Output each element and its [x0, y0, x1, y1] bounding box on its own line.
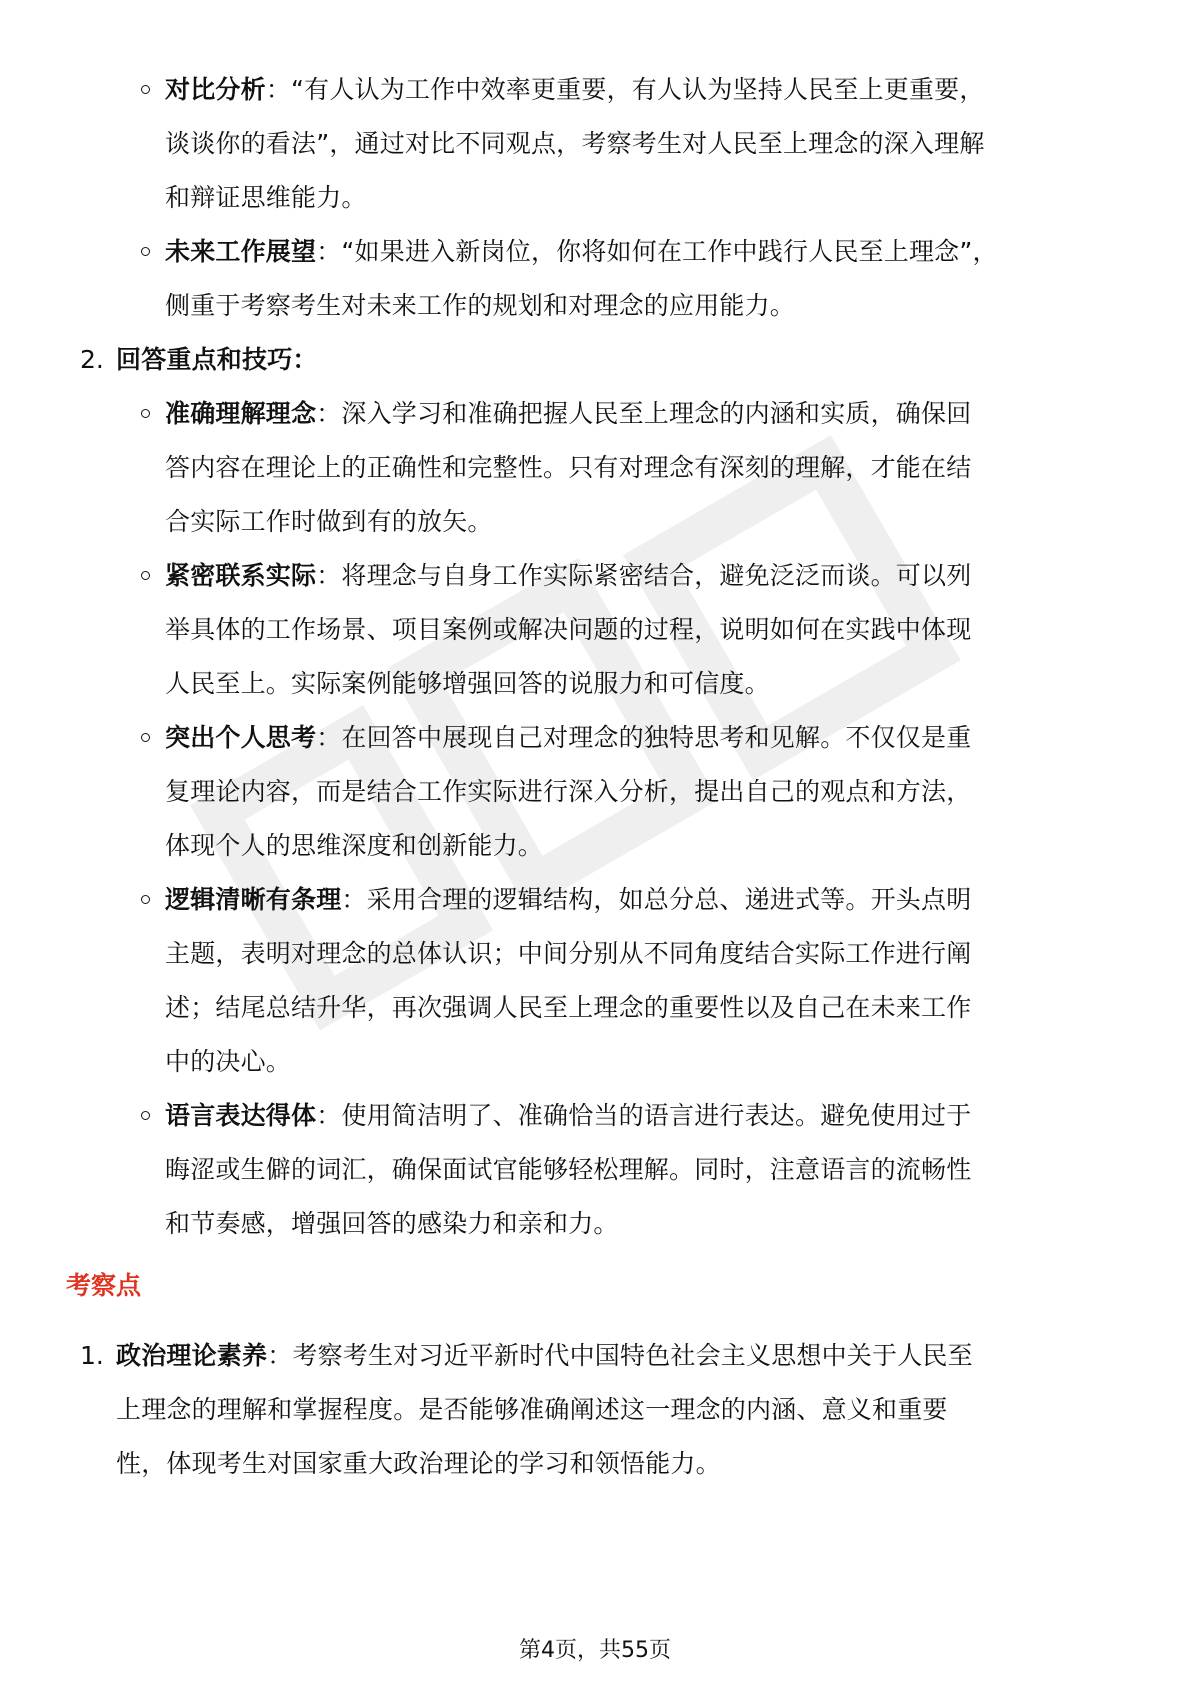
list-item-text: 述；结尾总结升华，再次强调人民至上理念的重要性以及自己在未来工作 — [165, 993, 972, 1022]
list-item-1-line1 — [165, 398, 971, 430]
bullet-icon — [141, 1111, 150, 1120]
bullet-icon — [141, 409, 150, 418]
list-item-text: ：将理念与自身工作实际紧密结合，避免泛泛而谈。可以列 — [316, 561, 972, 590]
list-item-text: ：在回答中展现自己对理念的独特思考和见解。不仅仅是重 — [316, 723, 972, 752]
list-item-4-line1 — [165, 884, 971, 916]
list-item-title: 政治理论素养 — [116, 1341, 268, 1370]
bullet-icon — [141, 85, 150, 94]
list-item-text: ：“有人认为工作中效率更重要，有人认为坚持人民至上更重要， — [265, 75, 985, 104]
list-item-text: ：使用简洁明了、准确恰当的语言进行表达。避免使用过于 — [316, 1101, 972, 1130]
list-item-title: 对比分析 — [165, 75, 266, 104]
list-item-text: ：采用合理的逻辑结构，如总分总、递进式等。开头点明 — [341, 885, 972, 914]
list-item-text: 和节奏感，增强回答的感染力和亲和力。 — [165, 1209, 619, 1238]
list-item-title: 语言表达得体 — [165, 1101, 317, 1130]
list-item-text: 谈谈你的看法”，通过对比不同观点，考察考生对人民至上理念的深入理解 — [165, 129, 985, 158]
page-footer: 第4页，共55页 — [519, 1638, 671, 1663]
list-item-text: 复理论内容，而是结合工作实际进行深入分析，提出自己的观点和方法， — [165, 777, 972, 806]
list-item-title: 逻辑清晰有条理 — [165, 885, 342, 914]
list-item-2-line1 — [165, 560, 971, 592]
list-item-title: 紧密联系实际 — [165, 561, 317, 590]
list-item-compare-line1 — [165, 74, 985, 106]
list-number: 1. — [80, 1341, 104, 1370]
list-item-5-line1 — [165, 1100, 971, 1132]
bullet-icon — [141, 571, 150, 580]
bullet-icon — [141, 733, 150, 742]
list-item-text: 答内容在理论上的正确性和完整性。只有对理念有深刻的理解，才能在结 — [165, 453, 972, 482]
list-item-text: 晦涩或生僻的词汇，确保面试官能够轻松理解。同时，注意语言的流畅性 — [165, 1155, 972, 1184]
list-item-text: ：考察考生对习近平新时代中国特色社会主义思想中关于人民至 — [267, 1341, 973, 1370]
bullet-icon — [141, 895, 150, 904]
list-item-text: 侧重于考察考生对未来工作的规划和对理念的应用能力。 — [165, 291, 796, 320]
list-item-text: 上理念的理解和掌握程度。是否能够准确阐述这一理念的内涵、意义和重要 — [116, 1395, 948, 1424]
section-title-kaochadian: 考察点 — [66, 1271, 142, 1300]
list-item-text: 人民至上。实际案例能够增强回答的说服力和可信度。 — [165, 669, 770, 698]
list-item-text: 性，体现考生对国家重大政治理论的学习和领悟能力。 — [116, 1449, 721, 1478]
list-item-title: 未来工作展望 — [165, 237, 317, 266]
list-item-text: 和辩证思维能力。 — [165, 183, 367, 212]
section-number: 2. — [80, 345, 104, 374]
list-item-text: 主题，表明对理念的总体认识；中间分别从不同角度结合实际工作进行阐 — [165, 939, 972, 968]
list-c-item-1-line1 — [116, 1340, 973, 1372]
list-item-future-line1 — [165, 236, 998, 268]
list-item-title: 突出个人思考 — [165, 723, 317, 752]
section-heading: 回答重点和技巧： — [116, 345, 318, 374]
list-item-text: 体现个人的思维深度和创新能力。 — [165, 831, 544, 860]
list-item-text: 合实际工作时做到有的放矢。 — [165, 507, 493, 536]
bullet-icon — [141, 247, 150, 256]
list-item-text: 举具体的工作场景、项目案例或解决问题的过程，说明如何在实践中体现 — [165, 615, 972, 644]
list-item-text: ：深入学习和准确把握人民至上理念的内涵和实质，确保回 — [316, 399, 972, 428]
list-item-text: 中的决心。 — [165, 1047, 292, 1076]
list-item-3-line1 — [165, 722, 971, 754]
list-item-text: ：“如果进入新岗位，你将如何在工作中践行人民至上理念”， — [316, 237, 998, 266]
list-item-title: 准确理解理念 — [165, 399, 317, 428]
